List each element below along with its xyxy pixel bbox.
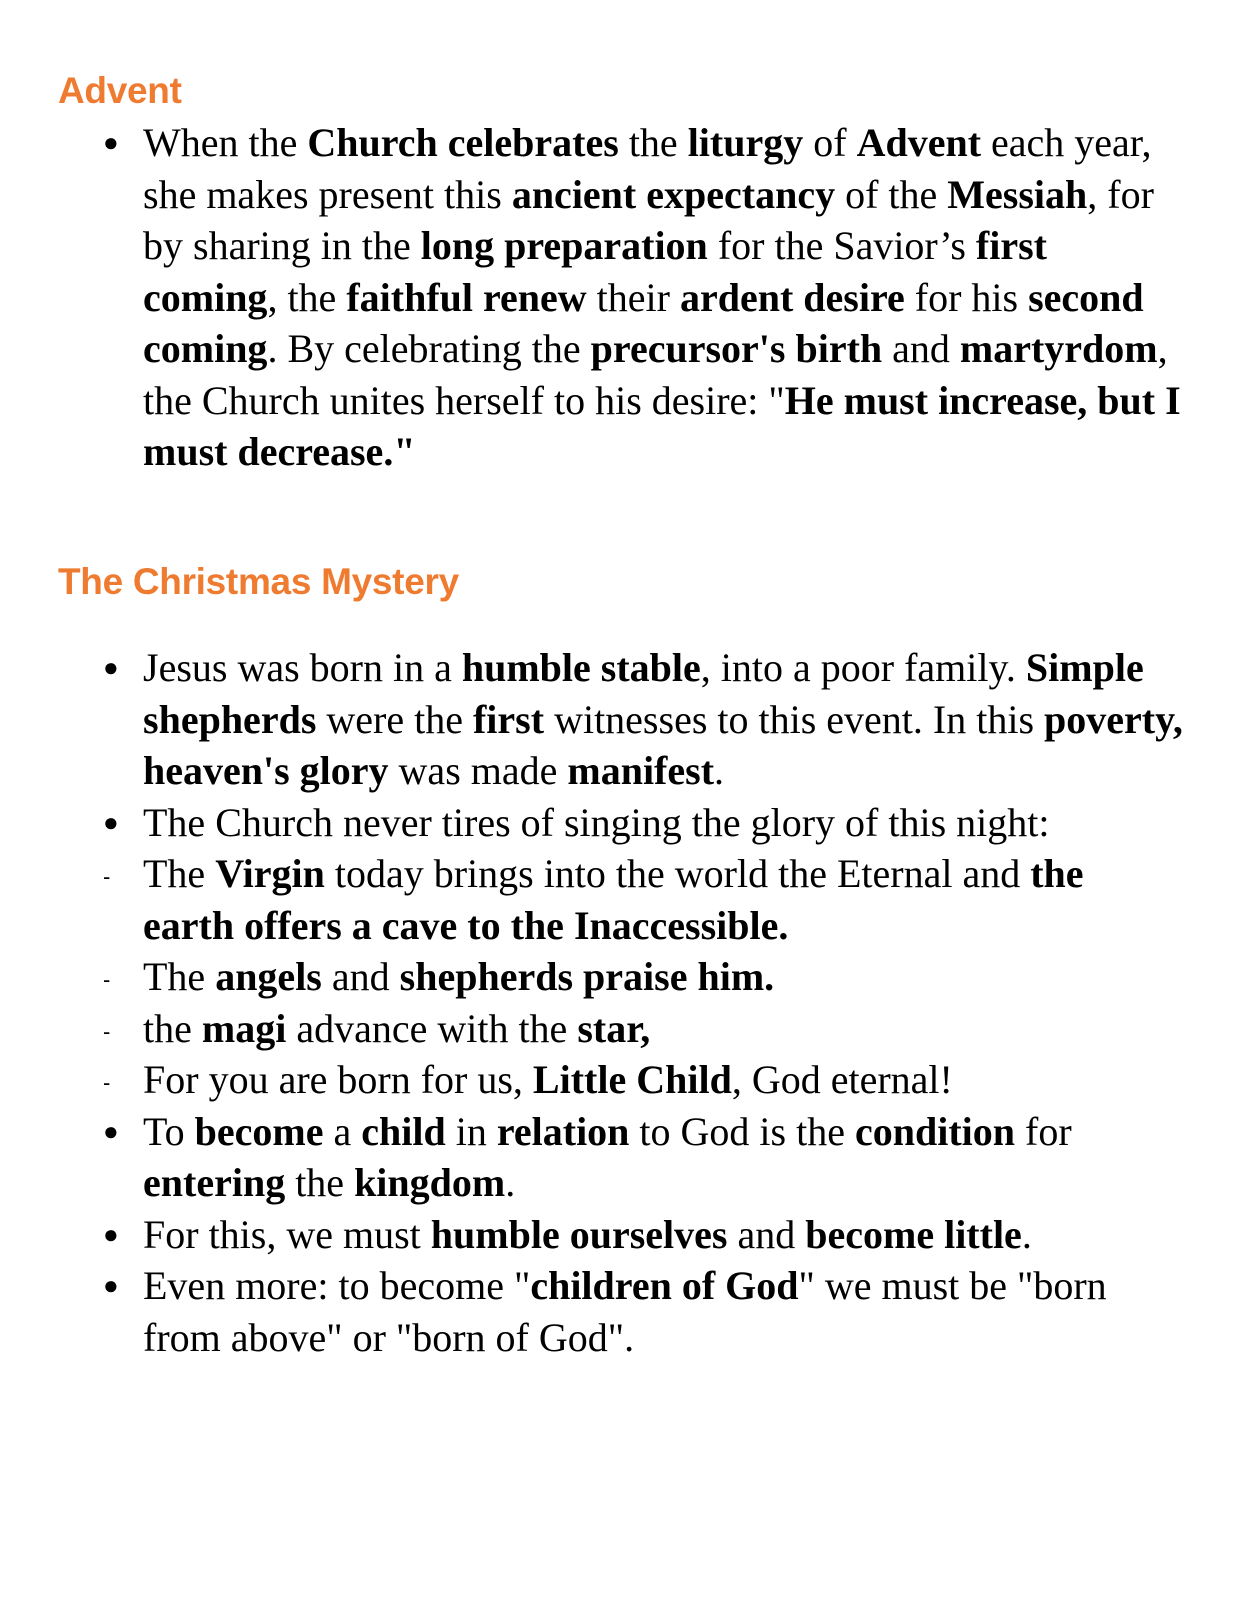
- text: each year, she makes present this: [143, 120, 1152, 217]
- bullet-marker: [103, 1209, 133, 1265]
- text: . By celebrating the: [267, 326, 591, 371]
- text: The: [143, 954, 216, 999]
- christmas-mystery-list: [0, 642, 1254, 1363]
- bold-text: Simple shepherds: [143, 645, 1144, 742]
- dash-marker: [103, 1054, 133, 1111]
- text: To: [143, 1108, 195, 1154]
- bold-text: entering: [143, 1160, 286, 1205]
- bold-text: liturgy: [687, 120, 804, 165]
- text: .: [714, 748, 725, 793]
- bold-text: He must increase, but I must decrease.": [143, 377, 1181, 474]
- bold-text: humble ourselves: [430, 1211, 728, 1257]
- text: for: [1015, 1108, 1072, 1154]
- bold-text: humble stable: [461, 645, 701, 690]
- bold-text: first: [472, 696, 545, 742]
- text: For you are born for us,: [143, 1057, 533, 1102]
- text: for the Savior’s: [707, 223, 976, 268]
- bold-text: long preparation: [420, 223, 708, 268]
- text: a: [323, 1108, 362, 1154]
- bold-text: children of God: [530, 1263, 799, 1308]
- bold-text: child: [361, 1108, 446, 1154]
- dash-list-item: [0, 1054, 1254, 1106]
- text: The Church never tires of singing the glory of this night:: [143, 799, 1050, 845]
- text: to God is the: [629, 1108, 855, 1154]
- text: Even more: to become ": [143, 1263, 531, 1308]
- bold-text: the earth offers a cave to the Inaccessible.: [143, 851, 1084, 948]
- bold-text: Church celebrates: [307, 120, 619, 165]
- section-heading-advent: Advent: [58, 70, 182, 111]
- text: was made: [388, 748, 568, 793]
- bold-text: manifest: [567, 748, 715, 793]
- bullet-list-item: [0, 1260, 1254, 1363]
- section-heading-christmas-mystery: The Christmas Mystery: [58, 561, 459, 602]
- text: For this, we must: [143, 1211, 431, 1257]
- bullet-list-item: [0, 117, 1254, 478]
- bullet-marker: [103, 797, 133, 853]
- bold-text: become little: [805, 1211, 1022, 1257]
- text: the: [143, 1005, 202, 1051]
- bold-text: magi: [201, 1005, 287, 1051]
- text: the: [618, 120, 688, 165]
- text: , the: [267, 274, 347, 320]
- bold-text: condition: [854, 1108, 1016, 1154]
- bold-text: Advent: [856, 120, 982, 165]
- text: .: [505, 1160, 516, 1205]
- bold-text: relation: [496, 1108, 630, 1154]
- text: the: [285, 1160, 355, 1205]
- bullet-list-item: [0, 1209, 1254, 1261]
- text: witnesses to this event. In this: [544, 696, 1045, 742]
- text: of the: [835, 171, 948, 217]
- text: and: [727, 1211, 806, 1257]
- text: in: [445, 1108, 497, 1154]
- advent-list: [0, 117, 1254, 478]
- dash-marker: [103, 848, 133, 905]
- text: advance with the: [286, 1005, 578, 1051]
- dash-marker: [103, 1003, 133, 1060]
- text: and: [321, 954, 400, 999]
- bold-text: Virgin: [215, 851, 325, 896]
- text: Jesus was born in a: [143, 645, 462, 690]
- bold-text: shepherds praise him.: [399, 954, 775, 999]
- bold-text: star,: [577, 1005, 651, 1051]
- bold-text: second coming: [143, 274, 1144, 371]
- bold-text: angels: [215, 954, 322, 999]
- bullet-marker: [103, 1106, 133, 1162]
- bullet-list-item: [0, 797, 1254, 849]
- text: , the Church unites herself to his desire: ": [143, 326, 1168, 423]
- bullet-marker: [103, 642, 133, 698]
- text: " we must be "born from above" or "born of God".: [143, 1263, 1107, 1360]
- bold-text: ancient expectancy: [511, 171, 836, 217]
- bold-text: ardent desire: [679, 274, 905, 320]
- text: The: [143, 851, 216, 896]
- text: of: [803, 120, 857, 165]
- bullet-list-item: [0, 1106, 1254, 1209]
- bullet-marker: [103, 117, 133, 173]
- bold-text: faithful renew: [346, 274, 587, 320]
- bold-text: first coming: [143, 223, 1047, 320]
- text: When the: [143, 120, 308, 165]
- dash-list-item: [0, 951, 1254, 1003]
- text: , God eternal!: [731, 1057, 953, 1102]
- text: today brings into the world the Eternal and: [324, 851, 1031, 896]
- text: .: [1021, 1211, 1032, 1257]
- bullet-list-item: [0, 642, 1254, 797]
- text: their: [586, 274, 680, 320]
- bold-text: martyrdom: [959, 326, 1158, 371]
- bold-text: Little Child: [532, 1057, 732, 1102]
- text: and: [882, 326, 960, 371]
- bullet-marker: [103, 1260, 133, 1316]
- text: , into a poor family.: [700, 645, 1026, 690]
- bold-text: become: [194, 1108, 324, 1154]
- dash-list-item: [0, 848, 1254, 951]
- text: for his: [904, 274, 1029, 320]
- bold-text: precursor's birth: [590, 326, 883, 371]
- bold-text: Messiah: [947, 171, 1088, 217]
- bold-text: poverty, heaven's glory: [143, 696, 1183, 793]
- text: , for by sharing in the: [143, 171, 1154, 268]
- dash-list-item: [0, 1003, 1254, 1055]
- text: were the: [316, 696, 473, 742]
- dash-marker: [103, 951, 133, 1008]
- bold-text: kingdom: [354, 1160, 506, 1205]
